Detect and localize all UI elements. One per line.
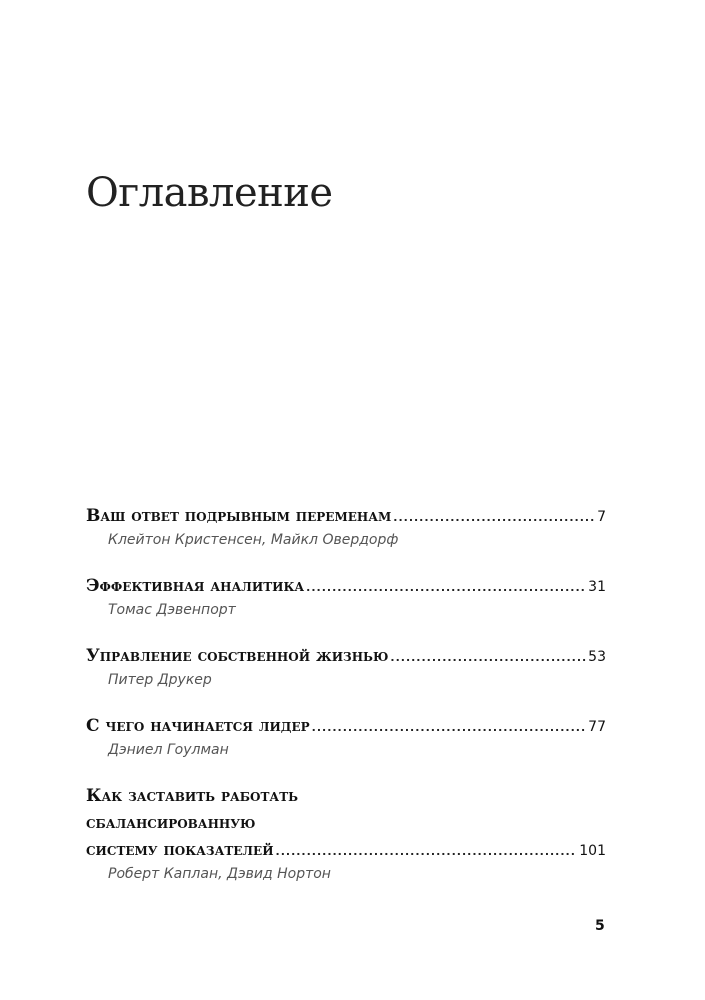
entry-author: Питер Друкер	[108, 672, 212, 688]
entry-title-line: Как заставить работать	[86, 786, 299, 806]
table-of-contents	[86, 503, 606, 907]
toc-entry[interactable]	[86, 713, 606, 759]
dot-leader	[390, 644, 586, 671]
page-title: Оглавление	[86, 170, 333, 216]
entry-title: Управление собственной жизнью	[86, 646, 389, 666]
entry-author: Дэниел Гоулман	[108, 742, 229, 758]
dot-leader	[393, 504, 595, 531]
entry-page: 101	[579, 843, 606, 859]
entry-author: Томас Дэвенпорт	[108, 602, 236, 618]
toc-entry[interactable]	[86, 643, 606, 689]
dot-leader	[306, 574, 586, 601]
toc-entry[interactable]	[86, 573, 606, 619]
entry-page: 31	[588, 579, 606, 595]
dot-leader	[276, 838, 578, 865]
entry-author: Роберт Каплан, Дэвид Нортон	[108, 866, 331, 882]
entry-title: систему показателей	[86, 840, 274, 860]
entry-author: Клейтон Кристенсен, Майкл Овердорф	[108, 532, 399, 548]
entry-title-line: сбалансированную	[86, 813, 256, 833]
entry-page: 53	[588, 649, 606, 665]
toc-entry[interactable]	[86, 783, 606, 883]
dot-leader	[312, 714, 587, 741]
entry-title: Ваш ответ подрывным переменам	[86, 506, 392, 526]
entry-title: Эффективная аналитика	[86, 576, 305, 596]
page-number: 5	[595, 918, 605, 934]
entry-page: 7	[597, 509, 606, 525]
toc-entry[interactable]	[86, 503, 606, 549]
entry-page: 77	[588, 719, 606, 735]
entry-title: С чего начинается лидер	[86, 716, 310, 736]
